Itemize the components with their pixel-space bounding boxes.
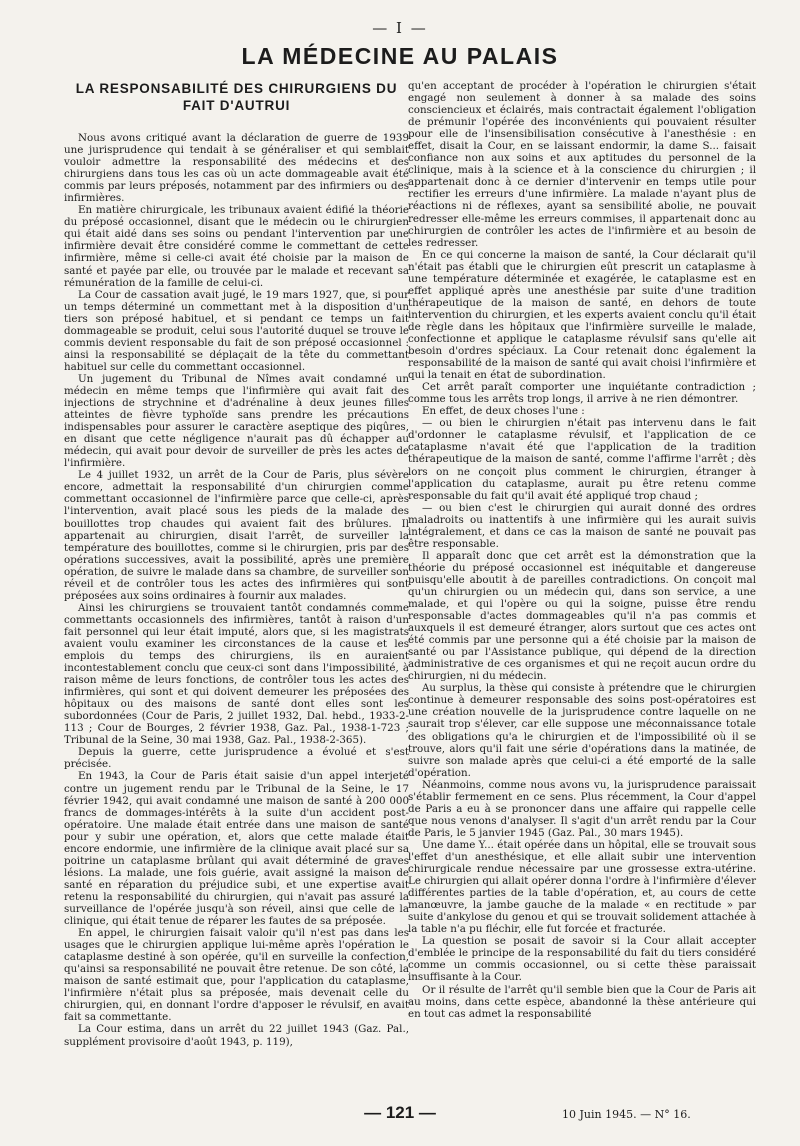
paragraph: Une dame Y... était opérée dans un hôpital, elle se trouvait sous l'effet d'un anesthésique, et elle allait subir une intervention chirurgicale rendue nécessaire par une grossesse extra-utérine. Le chirurgien qui allait opérer donna l'ordre à l'infirmière d'élever différentes parties de la table d'opération, et, au cours de cette manœuvre, la jambe gauche de la malade « en rectitude » par suite d'ankylose du genou et qui se trouvait solidement attachée à la table n'a pu fléchir, elle fut forcée et fracturée. (408, 838, 756, 936)
paragraph: Au surplus, la thèse qui consiste à prétendre que le chirurgien continue à demeurer responsable des soins post-opératoires est une création nouvelle de la jurisprudence contre laquelle on ne saurait trop s'élever, car elle suppose une méconnaissance totale des obligations qu'a le chirurgien et de l'impossibilité où il se trouve, alors qu'il fait une série d'opérations dans la matinée, de suivre son malade après que celui-ci a été emporté de la salle d'opération. (408, 682, 756, 779)
article-title: LA RESPONSABILITÉ DES CHIRURGIENS DU FAIT D'AUTRUI (75, 81, 398, 113)
paragraph: En appel, le chirurgien faisait valoir qu'il n'est pas dans les usages que le chirurgien applique lui-même après l'opération le cataplasme destiné à son opérée, qu'il en surveille la confection, qu'ainsi sa responsabilité ne pouvait être retenue. De son côté, la maison de santé estimait que, pour l'application du cataplasme, l'infirmière n'était plus sa préposée, mais devenait celle du chirurgien, qui, en donnant l'ordre d'apposer le révulsif, en avait fait sa commettante. (64, 927, 409, 1024)
paragraph: La question se posait de savoir si la Cour allait accepter d'emblée le principe de la responsabilité du fait du tiers considéré comme un commis occasionnel, ou si cette thèse paraissait insuffisante à la Cour. (408, 935, 756, 984)
page-marker: — I — (372, 19, 428, 37)
paragraph: En 1943, la Cour de Paris était saisie d'un appel interjeté contre un jugement rendu par le Tribunal de la Seine, le 17 février 1942, qui avait condamné une maison de santé à 200 000 francs de dommages-intérêts à la suite d'un accident post-opératoire. Une malade était entrée dans une maison de santé pour y subir une opération, et, alors que cette malade était encore endormie, une infirmière de la clinique avait placé sur sa poitrine un cataplasme brûlant qui avait déterminé de graves lésions. La malade, une fois guérie, avait assigné la maison de santé en réparation du préjudice subi, et une expertise avait retenu la responsabilité du chirurgien, qui n'avait pas assuré la surveillance de l'opérée jusqu'à son réveil, ainsi que celle de la clinique, qui était tenue de réparer les fautes de sa préposée. (64, 770, 409, 928)
paragraph: Or il résulte de l'arrêt qu'il semble bien que la Cour de Paris ait au moins, dans cette espèce, abandonné la thèse antérieure qui en tout cas admet la responsabilité (408, 983, 756, 1020)
paragraph: En ce qui concerne la maison de santé, la Cour déclarait qu'il n'était pas établi que le chirurgien eût prescrit un cataplasme à une température déterminée et exagérée, le cataplasme est en effet appliqué après une anesthésie par suite d'une tradition thérapeutique de la maison de santé, en dehors de toute intervention du chirurgien, et les experts avaient conclu qu'il était de règle dans les hôpitaux que l'infirmière surveille le malade, confectionne et applique le cataplasme révulsif sans qu'elle ait besoin d'ordres spéciaux. La Cour retenait donc également la responsabilité de la maison de santé qui avait choisi l'infirmière et qui la tenait en état de subordination. (408, 248, 756, 382)
paragraph: Néanmoins, comme nous avons vu, la jurisprudence paraissait s'établir fermement en ce sens. Plus récemment, la Cour d'appel de Paris a eu à se prononcer dans une affaire qui rappelle celle que nous venons d'analyser. Il s'agit d'un arrêt rendu par la Cour de Paris, le 5 janvier 1945 (Gaz. Pal., 30 mars 1945). (408, 778, 756, 839)
left-paragraphs (64, 132, 409, 1048)
right-column (408, 80, 756, 1020)
footer (0, 1103, 800, 1131)
paragraph: En matière chirurgicale, les tribunaux avaient édifié la théorie du préposé occasionnel, disant que le médecin ou le chirurgien qui était aidé dans ses soins ou pendant l'intervention par une infirmière devait être considéré comme le commettant de cette infirmière, même si celle-ci avait été choisie par la maison de santé et payée par elle, ou trouvée par le malade et recevant sa rémunération de la famille de celui-ci. (64, 204, 409, 289)
paragraph: La Cour de cassation avait jugé, le 19 mars 1927, que, si pour un temps déterminé un commettant met à la disposition d'un tiers son préposé habituel, et si pendant ce temps un fait dommageable se produit, celui sous l'autorité duquel se trouve le commis devient responsable du fait de son préposé occasionnel : ainsi la responsabilité se déplaçait de la tête du commettant habituel sur celle du commettant occasionnel. (64, 288, 409, 373)
paragraph: En effet, de deux choses l'une : (422, 405, 585, 418)
paragraph: — ou bien c'est le chirurgien qui aurait donné des ordres maladroits ou inattentifs à une infirmière qui les aurait suivis intégralement, et dans ce cas la maison de santé ne pouvait pas être responsable. (408, 501, 756, 550)
paragraph: Il apparaît donc que cet arrêt est la démonstration que la théorie du préposé occasionnel est inéquitable et dangereuse puisqu'elle aboutit à de pareilles contradictions. On conçoit mal qu'un chirurgien ou un médecin qui, dans son service, a une malade, et qui l'opère ou qui la soigne, puisse être rendu responsable d'actes dommageables qu'il n'a pas commis et auxquels il est demeuré étranger, alors surtout que ces actes ont été commis par une personne qui a été choisie par la maison de santé ou par l'Assistance publique, qui dépend de la direction administrative de ces organismes et qui ne reçoit aucun ordre du chirurgien, ni du médecin. (408, 549, 756, 683)
paragraph: Le 4 juillet 1932, un arrêt de la Cour de Paris, plus sévère encore, admettait la responsabilité d'un chirurgien comme commettant occasionnel de l'infirmière parce que celle-ci, après l'intervention, avait placé sous les pieds de la malade des bouillottes trop chaudes qui avaient fait des brûlures. Il appartenait au chirurgien, disait l'arrêt, de surveiller la température des bouillottes, comme si le chirurgien, pris par des opérations successives, avait la possibilité, après une première opération, de suivre le malade dans sa chambre, de surveiller son réveil et de contrôler tous les actes des infirmières qui sont préposées aux soins ordinaires à fournir aux malades. (64, 469, 409, 602)
paragraph: Ainsi les chirurgiens se trouvaient tantôt condamnés comme commettants occasionnels des infirmières, tantôt à raison d'un fait personnel qui leur était imputé, alors que, si les magistrats avaient voulu examiner les circonstances de la cause et les emplois du temps des chirurgiens, ils en auraient incontestablement conclu que ceux-ci sont dans l'impossibilité, à raison même de leurs fonctions, de contrôler tous les actes des infirmières, qui sont et qui doivent demeurer les préposées des hôpitaux ou des maisons de santé dont elles sont les subordonnées (Cour de Paris, 2 juillet 1932, Dal. hebd., 1933-2-113 ; Cour de Bourges, 2 février 1938, Gaz. Pal., 1938-1-723 ; Tribunal de la Seine, 30 mai 1938, Gaz. Pal., 1938-2-365). (64, 601, 409, 747)
paragraph: Un jugement du Tribunal de Nîmes avait condamné un médecin en même temps que l'infirmière qui avait fait des injections de strychnine et d'adrénaline à deux jeunes filles atteintes de fièvre typhoïde sans prendre les précautions indispensables pour assurer le caractère aseptique des piqûres, en disant que cette négligence n'aurait pas dû échapper au médecin, qui avait pour devoir de surveiller de près les actes de l'infirmière. (64, 372, 409, 470)
left-column (64, 80, 409, 1048)
paragraph: qu'en acceptant de procéder à l'opération le chirurgien s'était engagé non seulement à donner à sa malade des soins consciencieux et éclairés, mais contractait également l'obligation de prémunir l'opérée des inconvénients qui pouvaient résulter pour elle de l'insensibilisation consécutive à l'anesthésie : en effet, disait la Cour, en se laissant endormir, la dame S... faisait confiance non aux soins et aux aptitudes du personnel de la clinique, mais à la science et à la conscience du chirurgien ; il appartenait donc à ce dernier d'intervenir en temps utile pour rectifier les erreurs d'une infirmière. La malade n'ayant plus de réactions ni de réflexes, ayant sa sensibilité abolie, ne pouvait redresser elle-même les erreurs commises, il appartenait donc au chirurgien de contrôler les actes de l'infirmière et au besoin de les redresser. (408, 80, 756, 249)
page-title: LA MÉDECINE AU PALAIS (241, 43, 559, 69)
right-paragraphs (408, 80, 756, 1020)
paragraph: — ou bien le chirurgien n'était pas intervenu dans le fait d'ordonner le cataplasme révulsif, et l'application de ce cataplasme n'avait été que l'application de la tradition thérapeutique de la maison de santé, comme l'affirme l'arrêt ; dès lors on ne conçoit plus comment le chirurgien, étranger à l'application du cataplasme, aurait pu être retenu comme responsable du fait qu'il avait été appliqué trop chaud ; (408, 417, 756, 502)
page-number: — 121 — (364, 1103, 436, 1122)
paragraph: La Cour estima, dans un arrêt du 22 juillet 1943 (Gaz. Pal., supplément provisoire d'août 1943, p. 119), (64, 1023, 409, 1048)
paragraph: Cet arrêt paraît comporter une inquiétante contradiction ; comme tous les arrêts trop longs, il arrive à ne rien démontrer. (408, 381, 756, 406)
paragraph: Nous avons critiqué avant la déclaration de guerre de 1939 une jurisprudence qui tendait à se généraliser et qui semblait vouloir admettre la responsabilité des médecins et des chirurgiens dans tous les cas où un acte dommageable avait été commis par leurs préposés, notamment par des infirmiers ou des infirmières. (64, 132, 409, 205)
issue-date: 10 Juin 1945. — N° 16. (562, 1108, 691, 1121)
paragraph: Depuis la guerre, cette jurisprudence a évolué et s'est précisée. (64, 746, 409, 771)
